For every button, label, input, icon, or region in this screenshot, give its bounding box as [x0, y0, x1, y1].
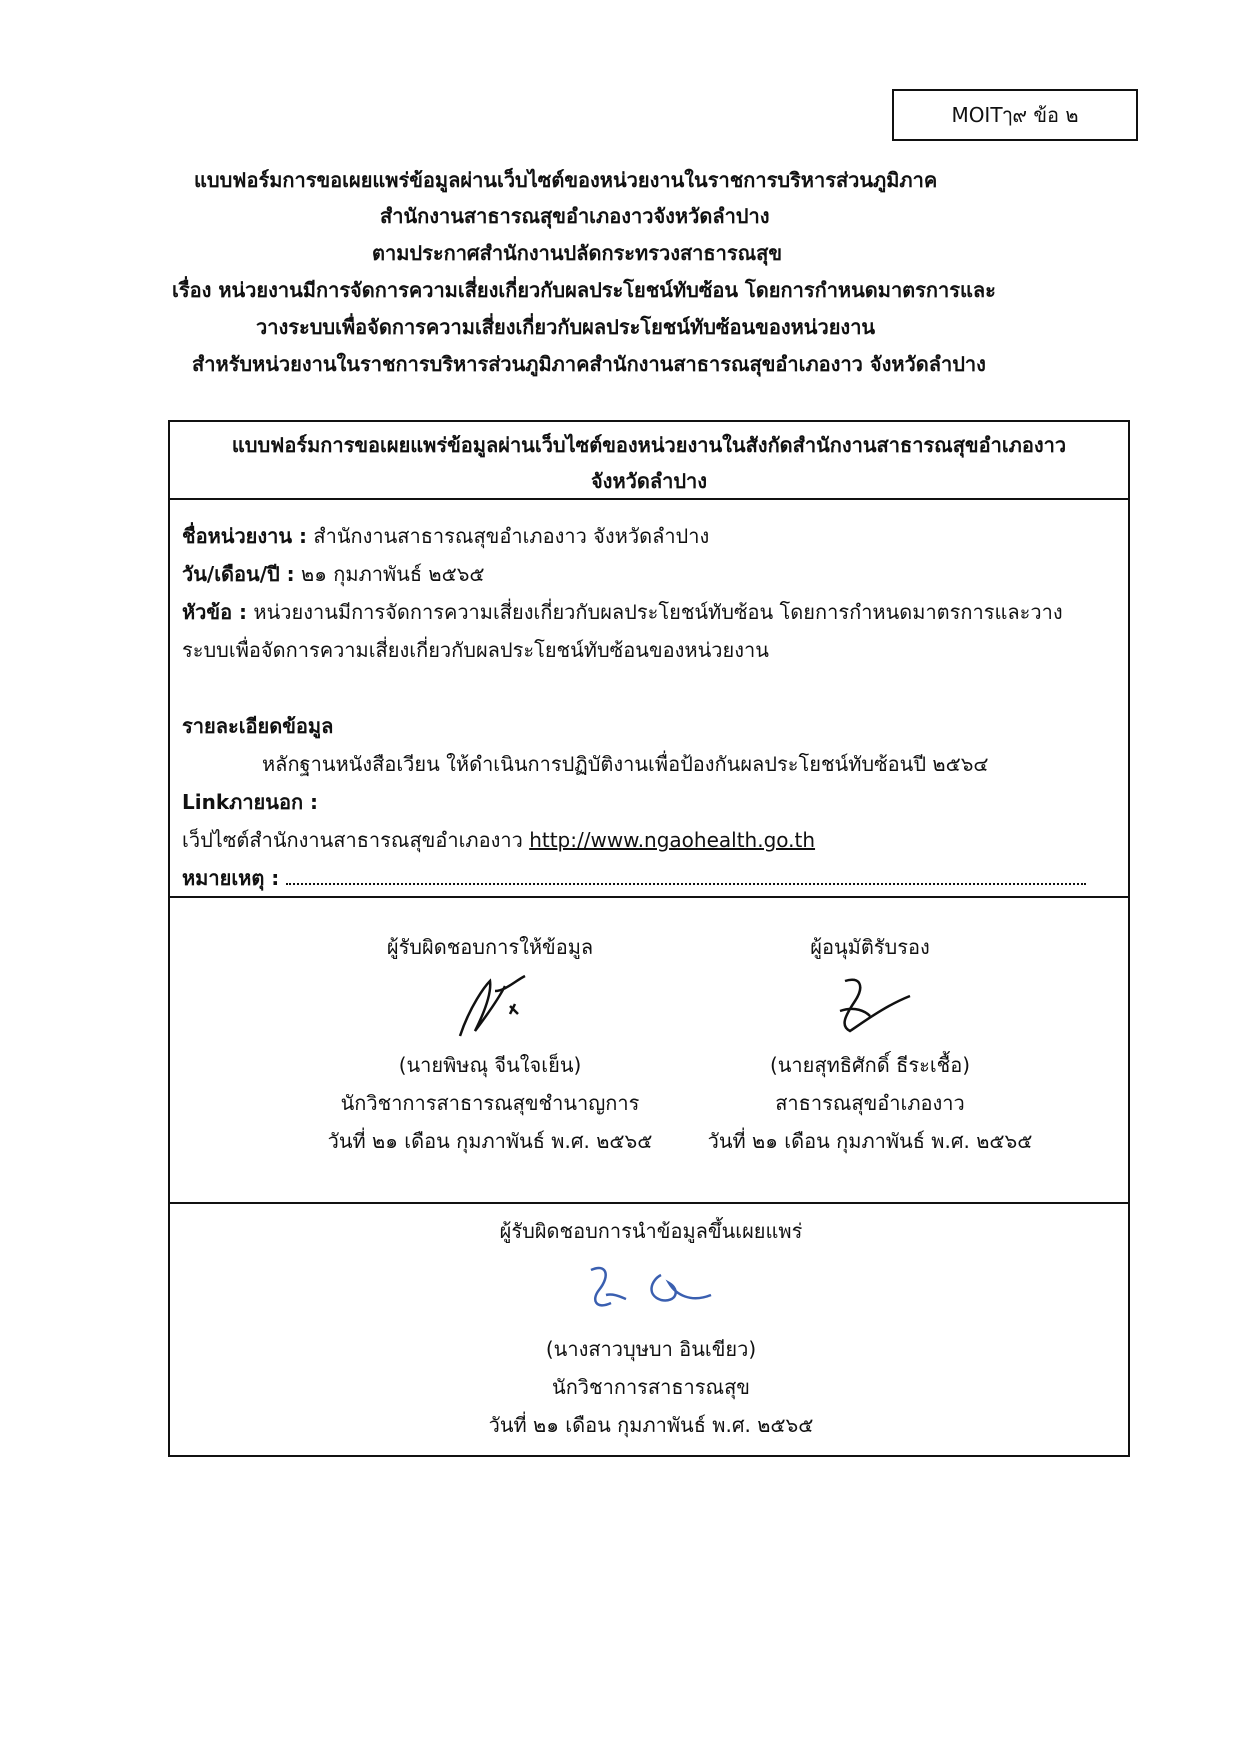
header-line-4: เรื่อง หน่วยงานมีการจัดการความเสี่ยงเกี่ยวกับผลประโยชน์ทับซ้อน โดยการกำหนดมาตรการและ: [172, 278, 996, 302]
remark-dotted-line: [286, 865, 1086, 885]
approval-section: [170, 898, 1128, 1204]
responsible-signature-icon: [270, 966, 710, 1046]
publisher-signer: [431, 1212, 871, 1444]
publisher-position: นักวิชาการสาธารณสุข: [552, 1375, 750, 1399]
remark-row: [182, 862, 1086, 894]
approver-signer: [650, 928, 1090, 1160]
approver-name: (นายสุทธิศักดิ์ ธีระเชื้อ): [769, 1053, 971, 1077]
publisher-name: (นางสาวบุษบา อินเขียว): [545, 1337, 757, 1361]
form-title-line-1: แบบฟอร์มการขอเผยแพร่ข้อมูลผ่านเว็บไซต์ของหน่วยงานในสังกัดสำนักงานสาธารณสุขอำเภองาว: [231, 433, 1067, 457]
link-prefix: เว็ปไซต์สำนักงานสาธารณสุขอำเภองาว: [182, 828, 530, 852]
remark-label: หมายเหตุ :: [182, 866, 280, 890]
detail-value: หลักฐานหนังสือเวียน ให้ดำเนินการปฏิบัติงานเพื่อป้องกันผลประโยชน์ทับซ้อนปี ๒๕๖๔: [262, 752, 989, 776]
header-line-1: แบบฟอร์มการขอเผยแพร่ข้อมูลผ่านเว็บไซต์ของหน่วยงานในราชการบริหารส่วนภูมิภาค: [194, 168, 938, 192]
responsible-role: ผู้รับผิดชอบการให้ข้อมูล: [386, 935, 594, 959]
publisher-role: ผู้รับผิดชอบการนำข้อมูลขึ้นเผยแพร่: [499, 1219, 803, 1243]
form-title-section: [170, 422, 1128, 500]
form-code: MOITๅ๙ ข้อ ๒: [951, 103, 1079, 127]
link-label: Linkภายนอก :: [182, 790, 319, 814]
info-section: [170, 500, 1128, 898]
approver-role: ผู้อนุมัติรับรอง: [810, 935, 930, 959]
date-row: [182, 558, 485, 590]
topic-value: หน่วยงานมีการจัดการความเสี่ยงเกี่ยวกับผลประโยชน์ทับซ้อน โดยการกำหนดมาตรการและวาง: [247, 600, 1063, 624]
form-code-box: [892, 89, 1138, 141]
approver-signature-icon: [650, 966, 1090, 1046]
responsible-signer: [270, 928, 710, 1160]
unit-value: สำนักงานสาธารณสุขอำเภองาว จังหวัดลำปาง: [307, 524, 710, 548]
publisher-signature-icon: [431, 1250, 871, 1330]
date-value: ๒๑ กุมภาพันธ์ ๒๕๖๕: [294, 562, 485, 586]
header-line-5: วางระบบเพื่อจัดการความเสี่ยงเกี่ยวกับผลประโยชน์ทับซ้อนของหน่วยงาน: [256, 315, 876, 339]
responsible-name: (นายพิษณุ จีนใจเย็น): [398, 1053, 582, 1077]
responsible-date: วันที่ ๒๑ เดือน กุมภาพันธ์ พ.ศ. ๒๕๖๕: [327, 1129, 653, 1153]
publisher-date: วันที่ ๒๑ เดือน กุมภาพันธ์ พ.ศ. ๒๕๖๕: [488, 1413, 814, 1437]
form-title: [170, 422, 1128, 499]
unit-row: [182, 520, 709, 552]
publication-form: [168, 420, 1130, 1457]
topic-row-2: ระบบเพื่อจัดการความเสี่ยงเกี่ยวกับผลประโยชน์ทับซ้อนของหน่วยงาน: [182, 638, 769, 662]
link-row: [182, 824, 815, 856]
header-line-6: สำหรับหน่วยงานในราชการบริหารส่วนภูมิภาคสำนักงานสาธารณสุขอำเภองาว จังหวัดลำปาง: [192, 352, 986, 376]
header-line-2: สำนักงานสาธารณสุขอำเภองาวจังหวัดลำปาง: [380, 204, 770, 228]
topic-row: [182, 596, 1063, 628]
responsible-position: นักวิชาการสาธารณสุขชำนาญการ: [340, 1091, 640, 1115]
date-label: วัน/เดือน/ปี :: [182, 562, 295, 586]
topic-label: หัวข้อ :: [182, 600, 248, 624]
form-title-line-2: จังหวัดลำปาง: [590, 469, 708, 493]
approver-date: วันที่ ๒๑ เดือน กุมภาพันธ์ พ.ศ. ๒๕๖๕: [707, 1129, 1033, 1153]
approver-position: สาธารณสุขอำเภองาว: [775, 1091, 965, 1115]
header-line-3: ตามประกาศสำนักงานปลัดกระทรวงสาธารณสุข: [372, 241, 783, 265]
publisher-section: [170, 1204, 1128, 1457]
unit-label: ชื่อหน่วยงาน :: [182, 524, 308, 548]
website-link[interactable]: http://www.ngaohealth.go.th: [529, 828, 816, 852]
detail-label: รายละเอียดข้อมูล: [182, 714, 334, 738]
